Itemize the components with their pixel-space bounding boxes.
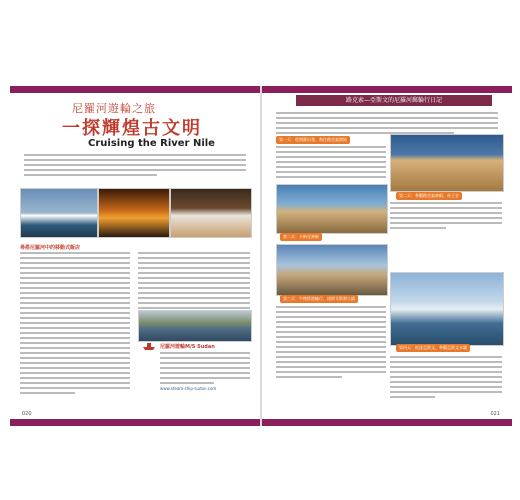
top-band	[10, 86, 260, 93]
diary-text	[390, 202, 502, 232]
diary-text	[276, 146, 386, 181]
diary-day-label: 第三天：午後搭遊輪行，途經艾斯那小鎮	[280, 295, 358, 303]
photo-cruise-ship	[20, 188, 98, 238]
right-page	[262, 86, 512, 426]
magazine-spread	[10, 86, 512, 426]
diary-day-label: 第四天：抵達亞斯文，參觀亞斯文水壩	[396, 344, 470, 352]
diary-title: 路克索—亞斯文的尼羅河郵輪行日記	[296, 95, 492, 106]
bottom-band	[10, 419, 260, 426]
diary-text	[390, 356, 502, 401]
diary-day-label: 第一天：從開羅出發，飛往路克索開始	[276, 136, 350, 144]
left-column-text	[20, 252, 130, 397]
photo-minaret-sunset	[98, 188, 170, 238]
diary-day-label: 第二天：卡納克神殿	[280, 233, 322, 241]
section-heading: 尋搭尼羅河中的移動式飯店	[20, 245, 81, 251]
intro-text	[24, 154, 246, 179]
photo-aswan-city	[276, 244, 388, 296]
page-number: 020	[22, 411, 32, 417]
page-subtitle: 尼羅河遊輪之旅	[72, 102, 156, 115]
diary-day-label: 第二天：參觀路克索神殿、帝王谷	[396, 192, 462, 200]
ship-name: 尼羅河遊輪M/S Sudan	[160, 344, 215, 350]
top-band	[262, 86, 512, 93]
ship-text	[160, 352, 250, 387]
photo-river-nile	[138, 310, 252, 342]
ship-icon	[142, 341, 156, 351]
photo-luxor-temple	[390, 134, 504, 192]
photo-felucca	[390, 272, 504, 346]
page-number: 021	[490, 411, 500, 417]
page-title-en: Cruising the River Nile	[88, 138, 215, 149]
ship-website[interactable]: www.steam-ship-sudan.com	[160, 386, 217, 391]
page-title: 一探輝煌古文明	[62, 118, 202, 139]
diary-text	[276, 306, 386, 381]
bottom-band	[262, 419, 512, 426]
left-page	[10, 86, 260, 426]
photo-colossi	[276, 184, 388, 234]
photo-dancers	[170, 188, 252, 238]
